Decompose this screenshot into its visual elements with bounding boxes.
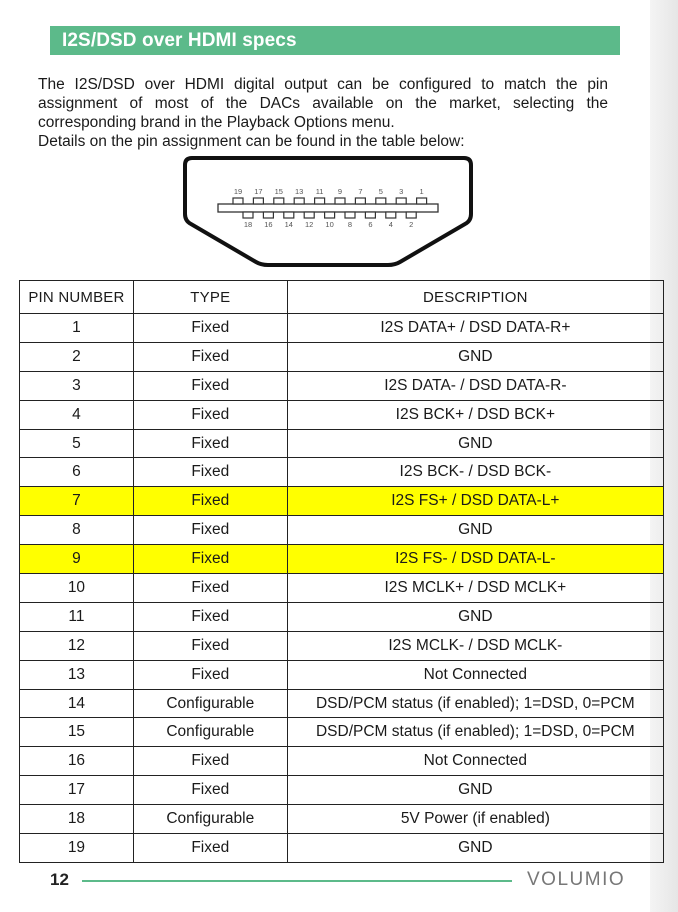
cell-pin-number: 12 — [20, 631, 134, 660]
cell-type: Fixed — [133, 747, 287, 776]
table-row — [20, 400, 664, 429]
cell-pin-number: 8 — [20, 516, 134, 545]
hdmi-pin-bottom — [406, 212, 416, 218]
pin-label-top: 9 — [337, 187, 343, 196]
hdmi-pin-top — [294, 198, 304, 204]
cell-type: Fixed — [133, 429, 287, 458]
cell-description: GND — [287, 516, 663, 545]
pin-label-top: 19 — [233, 187, 243, 196]
page-number: 12 — [50, 870, 69, 889]
section-title: I2S/DSD over HDMI specs — [62, 30, 297, 51]
table-row — [20, 718, 664, 747]
cell-pin-number: 7 — [20, 487, 134, 516]
cell-type: Fixed — [133, 660, 287, 689]
hdmi-pin-top — [355, 198, 365, 204]
cell-pin-number: 11 — [20, 602, 134, 631]
table-row — [20, 631, 664, 660]
hdmi-pin-top — [417, 198, 427, 204]
hdmi-pin-bottom — [304, 212, 314, 218]
cell-pin-number: 3 — [20, 371, 134, 400]
cell-type: Fixed — [133, 516, 287, 545]
header-description: DESCRIPTION — [287, 281, 663, 314]
cell-description: Not Connected — [287, 660, 663, 689]
pin-label-bottom: 14 — [284, 220, 293, 229]
hdmi-pin-bottom — [345, 212, 355, 218]
table-row — [20, 834, 664, 863]
header-pin-number: PIN NUMBER — [20, 281, 134, 314]
cell-pin-number: 18 — [20, 805, 134, 834]
table-row — [20, 805, 664, 834]
cell-pin-number: 19 — [20, 834, 134, 863]
pin-label-bottom: 6 — [368, 220, 373, 229]
cell-type: Fixed — [133, 602, 287, 631]
cell-description: I2S FS+ / DSD DATA-L+ — [287, 487, 663, 516]
cell-description: DSD/PCM status (if enabled); 1=DSD, 0=PCM — [287, 689, 663, 718]
pin-assignment-table — [19, 280, 664, 863]
cell-description: I2S BCK- / DSD BCK- — [287, 458, 663, 487]
cell-description: I2S MCLK- / DSD MCLK- — [287, 631, 663, 660]
hdmi-pin-top — [274, 198, 284, 204]
cell-description: GND — [287, 429, 663, 458]
cell-description: I2S DATA- / DSD DATA-R- — [287, 371, 663, 400]
cell-description: GND — [287, 834, 663, 863]
cell-type: Fixed — [133, 631, 287, 660]
cell-type: Fixed — [133, 400, 287, 429]
table-row — [20, 545, 664, 574]
pin-label-bottom: 12 — [305, 220, 314, 229]
cell-type: Configurable — [133, 718, 287, 747]
table-row — [20, 689, 664, 718]
cell-pin-number: 14 — [20, 689, 134, 718]
hdmi-pin-bottom — [325, 212, 335, 218]
cell-type: Fixed — [133, 545, 287, 574]
cell-pin-number: 1 — [20, 314, 134, 343]
cell-pin-number: 5 — [20, 429, 134, 458]
pin-label-bottom: 2 — [409, 220, 414, 229]
cell-type: Fixed — [133, 458, 287, 487]
hdmi-pin-top — [376, 198, 386, 204]
hdmi-connector-diagram — [182, 154, 474, 268]
hdmi-pin-top — [233, 198, 243, 204]
cell-pin-number: 4 — [20, 400, 134, 429]
intro-text-details: Details on the pin assignment can be found in the table below: — [38, 133, 465, 150]
cell-description: 5V Power (if enabled) — [287, 805, 663, 834]
cell-type: Fixed — [133, 834, 287, 863]
cell-pin-number: 13 — [20, 660, 134, 689]
hdmi-pin-top — [335, 198, 345, 204]
cell-type: Fixed — [133, 776, 287, 805]
cell-description: I2S DATA+ / DSD DATA-R+ — [287, 314, 663, 343]
pin-label-bottom: 18 — [243, 220, 253, 229]
cell-pin-number: 10 — [20, 574, 134, 603]
cell-description: DSD/PCM status (if enabled); 1=DSD, 0=PCM — [287, 718, 663, 747]
cell-description: Not Connected — [287, 747, 663, 776]
hdmi-pin-bottom — [386, 212, 396, 218]
cell-pin-number: 15 — [20, 718, 134, 747]
hdmi-pin-top — [315, 198, 325, 204]
table-row — [20, 458, 664, 487]
pin-label-top: 15 — [274, 187, 283, 196]
cell-description: I2S FS- / DSD DATA-L- — [287, 545, 663, 574]
hdmi-pin-bottom — [365, 212, 375, 218]
hdmi-pin-bottom — [263, 212, 273, 218]
cell-pin-number: 16 — [20, 747, 134, 776]
intro-paragraph — [38, 75, 608, 151]
table-row — [20, 314, 664, 343]
brand-logo: VOLUMIO — [527, 869, 626, 890]
pin-label-top: 7 — [358, 187, 363, 196]
hdmi-pin-top — [253, 198, 263, 204]
cell-description: I2S BCK+ / DSD BCK+ — [287, 400, 663, 429]
hdmi-pin-bottom — [284, 212, 294, 218]
cell-type: Configurable — [133, 805, 287, 834]
cell-pin-number: 9 — [20, 545, 134, 574]
pin-label-bottom: 16 — [264, 220, 273, 229]
footer-divider — [82, 880, 512, 882]
cell-pin-number: 17 — [20, 776, 134, 805]
header-type: TYPE — [133, 281, 287, 314]
cell-type: Fixed — [133, 342, 287, 371]
table-row — [20, 516, 664, 545]
cell-type: Configurable — [133, 689, 287, 718]
table-row — [20, 371, 664, 400]
table-header-row — [20, 281, 664, 314]
pin-label-top: 3 — [399, 187, 404, 196]
pin-label-top: 1 — [419, 187, 424, 196]
cell-pin-number: 6 — [20, 458, 134, 487]
table-row — [20, 747, 664, 776]
pin-label-top: 11 — [315, 187, 324, 196]
cell-type: Fixed — [133, 487, 287, 516]
pin-label-top: 13 — [295, 187, 304, 196]
cell-description: GND — [287, 776, 663, 805]
table-row — [20, 776, 664, 805]
table-row — [20, 487, 664, 516]
cell-description: GND — [287, 602, 663, 631]
pin-label-bottom: 8 — [347, 220, 353, 229]
pin-contact-bar — [218, 204, 438, 212]
pin-label-bottom: 10 — [325, 220, 334, 229]
table-row — [20, 660, 664, 689]
hdmi-pin-bottom — [243, 212, 253, 218]
hdmi-pin-top — [396, 198, 406, 204]
intro-text: The I2S/DSD over HDMI digital output can be configured to match the pin assignment of most of the DACs available on the market, selecting the corresponding brand in the Playback Options menu. — [38, 76, 608, 131]
cell-type: Fixed — [133, 314, 287, 343]
cell-description: I2S MCLK+ / DSD MCLK+ — [287, 574, 663, 603]
hdmi-pin-labels-bottom — [244, 220, 413, 229]
table-row — [20, 342, 664, 371]
table-row — [20, 574, 664, 603]
cell-type: Fixed — [133, 371, 287, 400]
cell-type: Fixed — [133, 574, 287, 603]
table-row — [20, 602, 664, 631]
pin-label-top: 5 — [378, 187, 383, 196]
pin-label-bottom: 4 — [388, 220, 393, 229]
cell-pin-number: 2 — [20, 342, 134, 371]
cell-description: GND — [287, 342, 663, 371]
table-row — [20, 429, 664, 458]
pin-label-top: 17 — [254, 187, 263, 196]
